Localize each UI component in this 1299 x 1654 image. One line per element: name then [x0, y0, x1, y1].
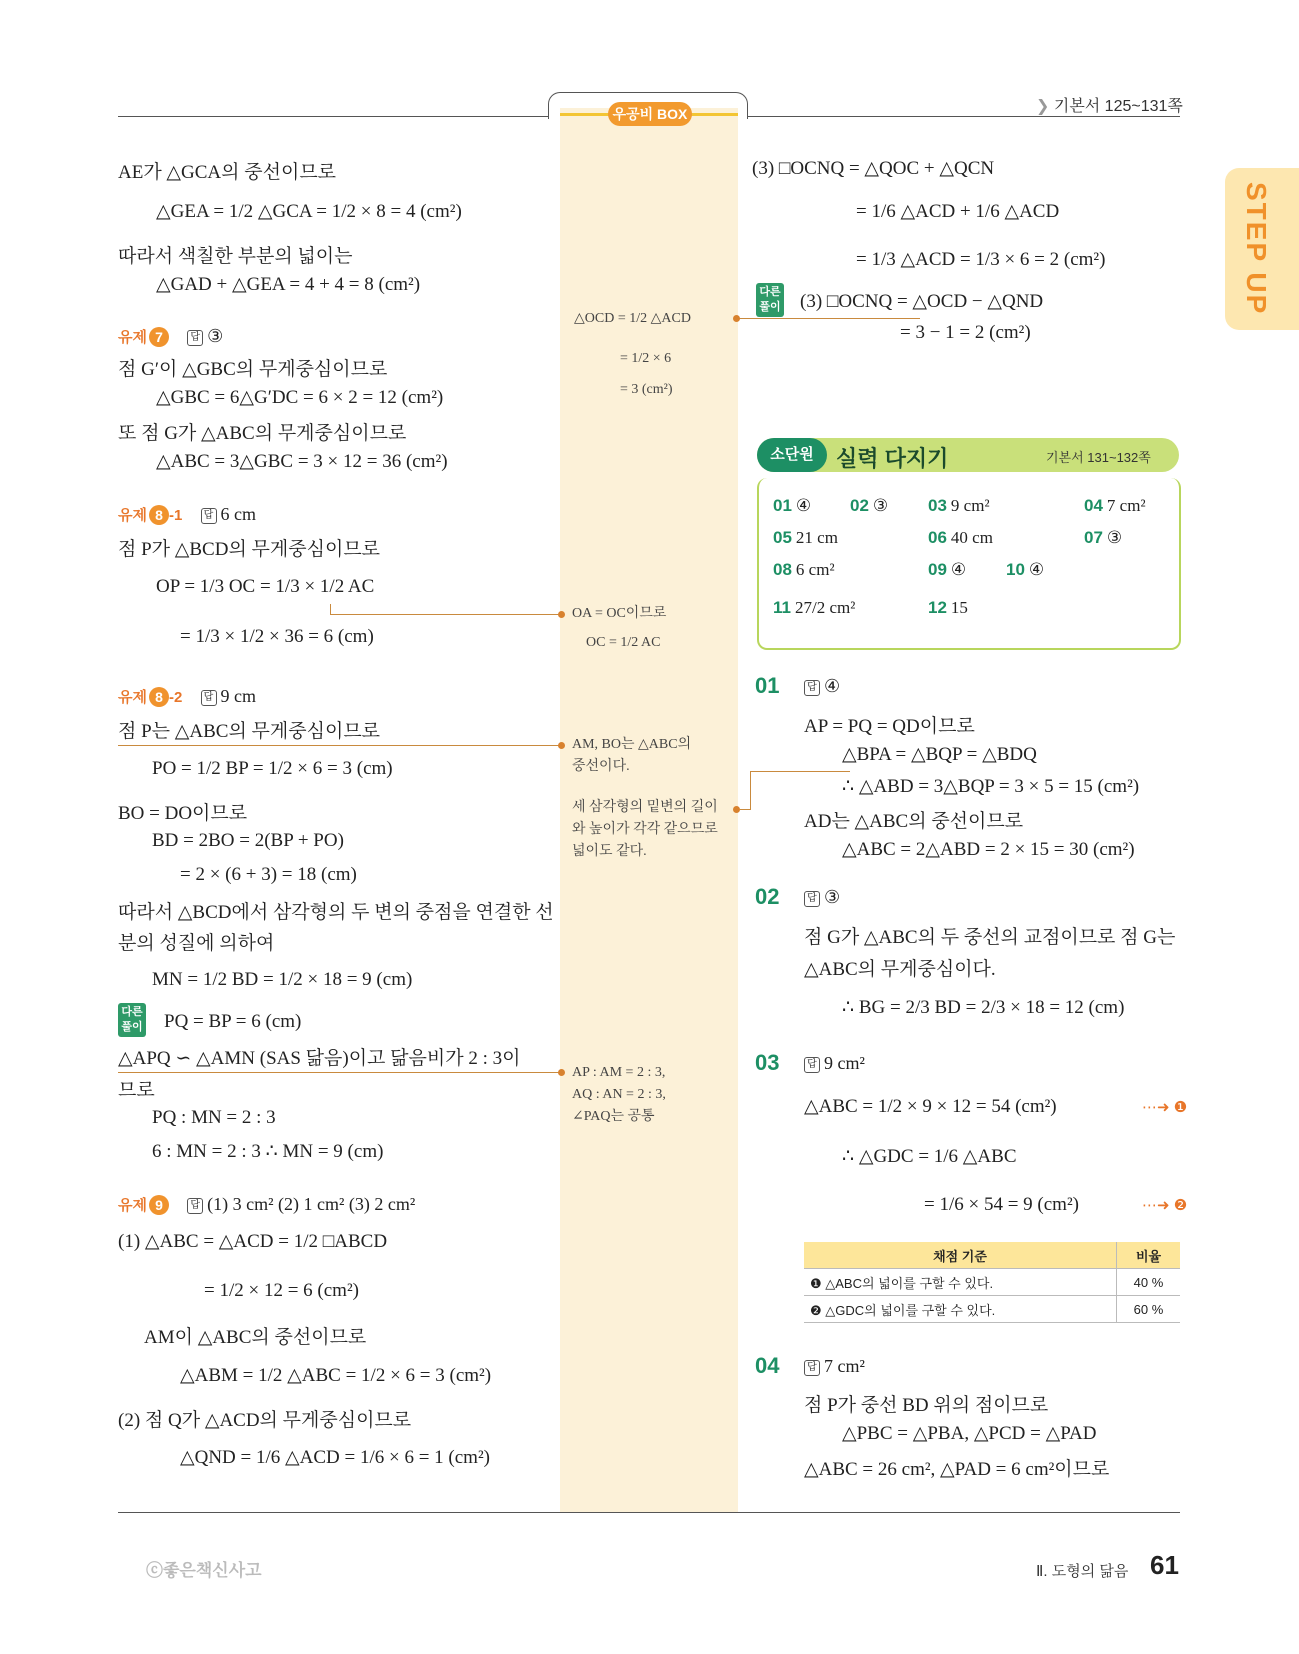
- problem-answer: [804, 676, 840, 697]
- problem-number: 02: [755, 884, 780, 909]
- answer-item: 05 21 cm: [773, 528, 838, 547]
- answer-item: 06 40 cm: [928, 528, 993, 547]
- connector-line: [330, 614, 562, 615]
- right-line: (3) □OCNQ = △QOC + △QCN: [752, 158, 995, 179]
- left-line: △ABC = 3△GBC = 3 × 12 = 36 (cm²): [156, 451, 448, 472]
- answer-icon: 답: [804, 680, 820, 696]
- connector-dot: [558, 742, 565, 749]
- left-line: 점 P가 △BCD의 무게중심이므로: [118, 539, 381, 560]
- note-line: OC = 1/2 AC: [586, 635, 661, 650]
- score-step-2: ⋯➜ ❷: [1142, 1197, 1188, 1214]
- answer-item: 08 6 cm²: [773, 560, 835, 579]
- label-ex7-text: 유제: [118, 329, 147, 346]
- connector-line: [750, 771, 850, 772]
- note-line: 세 삼각형의 밑변의 길이: [572, 800, 718, 815]
- answer-icon: 답: [187, 330, 203, 346]
- right-line: △PBC = △PBA, △PCD = △PAD: [842, 1423, 1097, 1444]
- label-ex9: [118, 1194, 415, 1215]
- note-line: AM, BO는 △ABC의: [572, 737, 692, 752]
- problem-answer-value: ③: [824, 887, 841, 907]
- left-line: 분의 성질에 의하여: [118, 933, 275, 954]
- connector-dot: [733, 806, 740, 813]
- header-ref-text: 기본서 125~131쪽: [1053, 98, 1183, 115]
- scoring-table: [804, 1242, 1180, 1323]
- box-label: 우공비 BOX: [608, 102, 692, 126]
- left-line: 점 G′이 △GBC의 무게중심이므로: [118, 359, 388, 380]
- answer-item: 09 ④: [928, 560, 967, 579]
- label-ex8-2-text: 유제: [118, 689, 147, 706]
- note-line: 넓이도 같다.: [572, 844, 647, 859]
- scoring-cell: 60 %: [1117, 1296, 1181, 1323]
- left-line: 점 P는 △ABC의 무게중심이므로: [118, 721, 381, 742]
- section-title: 실력 다지기: [836, 446, 949, 471]
- left-line: 또 점 G가 △ABC의 무게중심이므로: [118, 423, 407, 444]
- left-line: △ABM = 1/2 △ABC = 1/2 × 6 = 3 (cm²): [180, 1365, 492, 1386]
- right-line: 점 G가 △ABC의 두 중선의 교점이므로 점 G는: [804, 927, 1176, 948]
- right-line: = 1/6 △ACD + 1/6 △ACD: [856, 201, 1060, 222]
- left-line: △GEA = 1/2 △GCA = 1/2 × 8 = 4 (cm²): [156, 201, 462, 222]
- answer-icon: 답: [804, 1057, 820, 1073]
- answer-item: 10 ④: [1006, 560, 1045, 579]
- answer-icon: 답: [201, 690, 217, 706]
- connector-dot: [733, 315, 740, 322]
- chevron-right-icon: ❯: [1036, 98, 1050, 115]
- left-line: OP = 1/3 OC = 1/3 × 1/2 AC: [156, 576, 375, 597]
- label-ex7: [118, 326, 223, 347]
- note-line: ∠PAQ는 공통: [572, 1109, 655, 1124]
- right-line: △ABC의 무게중심이다.: [804, 959, 996, 980]
- left-line: BO = DO이므로: [118, 803, 248, 824]
- label-ex8-1-text: 유제: [118, 507, 147, 524]
- right-line: ∴ △GDC = 1/6 △ABC: [842, 1146, 1017, 1167]
- note-line: 중선이다.: [572, 759, 630, 774]
- left-line: (2) 점 Q가 △ACD의 무게중심이므로: [118, 1410, 412, 1431]
- right-line: ∴ △ABD = 3△BQP = 3 × 5 = 15 (cm²): [842, 776, 1140, 797]
- problem-number: 03: [755, 1050, 780, 1075]
- scoring-header: 비율: [1117, 1242, 1181, 1269]
- right-line: = 1/3 △ACD = 1/3 × 6 = 2 (cm²): [856, 249, 1106, 270]
- left-line: = 1/3 × 1/2 × 36 = 6 (cm): [180, 626, 374, 647]
- connector-line: [750, 771, 751, 810]
- answer-item: 07 ③: [1084, 528, 1123, 547]
- right-line: △ABC = 1/2 × 9 × 12 = 54 (cm²): [804, 1096, 1057, 1117]
- label-ex8-1-answer: 6 cm: [220, 504, 256, 524]
- label-ex7-num: 7: [149, 327, 169, 347]
- page-number: 61: [1150, 1550, 1179, 1580]
- note-line: = 1/2 × 6: [620, 351, 672, 366]
- score-step-1: ⋯➜ ❶: [1142, 1099, 1188, 1116]
- problem-number: 04: [755, 1353, 780, 1378]
- problem-answer-value: 9 cm²: [824, 1053, 865, 1073]
- right-line: = 3 − 1 = 2 (cm²): [900, 322, 1031, 343]
- left-line: 6 : MN = 2 : 3 ∴ MN = 9 (cm): [152, 1141, 384, 1162]
- problem-answer: [804, 1053, 865, 1074]
- left-line: 므로: [118, 1080, 155, 1101]
- note-line: OA = OC이므로: [572, 606, 667, 621]
- left-line: BD = 2BO = 2(BP + PO): [152, 830, 344, 851]
- publisher: ⓒ좋은책신사고: [146, 1561, 262, 1580]
- right-line: AD는 △ABC의 중선이므로: [804, 811, 1024, 832]
- left-line: PQ = BP = 6 (cm): [164, 1011, 302, 1032]
- right-line: △ABC = 26 cm², △PAD = 6 cm²이므로: [804, 1459, 1110, 1480]
- connector-line: [740, 809, 750, 810]
- note-line: AP : AM = 2 : 3,: [572, 1065, 666, 1080]
- label-ex8-1: [118, 504, 256, 525]
- answer-item: 03 9 cm²: [928, 496, 990, 515]
- right-line: (3) □OCNQ = △OCD − △QND: [800, 291, 1044, 312]
- left-line: 따라서 △BCD에서 삼각형의 두 변의 중점을 연결한 선: [118, 902, 554, 923]
- left-line: 따라서 색칠한 부분의 넓이는: [118, 246, 353, 267]
- label-ex9-num: 9: [149, 1195, 169, 1215]
- connector-line: [118, 745, 562, 746]
- connector-line: [118, 1072, 562, 1073]
- label-ex9-answer: (1) 3 cm² (2) 1 cm² (3) 2 cm²: [207, 1194, 416, 1214]
- note-line: = 3 (cm²): [620, 382, 673, 397]
- answer-item: 11 27/2 cm²: [773, 598, 856, 617]
- section-ref: 기본서 131~132쪽: [1046, 450, 1151, 465]
- answer-icon: 답: [187, 1198, 203, 1214]
- problem-answer-value: ④: [824, 676, 841, 696]
- answer-item: 12 15: [928, 598, 968, 617]
- right-line: ∴ BG = 2/3 BD = 2/3 × 18 = 12 (cm): [842, 997, 1125, 1018]
- scoring-cell: ❷ △GDC의 넓이를 구할 수 있다.: [804, 1296, 1117, 1323]
- left-line: PQ : MN = 2 : 3: [152, 1107, 276, 1128]
- answer-icon: 답: [804, 891, 820, 907]
- left-line: = 1/2 × 12 = 6 (cm²): [204, 1280, 359, 1301]
- chapter-title: Ⅱ. 도형의 닮음: [1036, 1563, 1129, 1580]
- footer-rule: [118, 1512, 1180, 1513]
- label-ex9-text: 유제: [118, 1197, 147, 1214]
- alt-solution-badge: 다른 풀이: [118, 1003, 146, 1037]
- step-up-label: STEP UP: [1241, 182, 1272, 316]
- connector-dot: [558, 1069, 565, 1076]
- connector-dot: [558, 611, 565, 618]
- label-ex8-1-sub: -1: [168, 507, 183, 524]
- left-line: AE가 △GCA의 중선이므로: [118, 162, 337, 183]
- right-line: 점 P가 중선 BD 위의 점이므로: [804, 1395, 1049, 1416]
- section-tag: 소단원: [757, 438, 827, 472]
- left-line: PO = 1/2 BP = 1/2 × 6 = 3 (cm): [152, 758, 393, 779]
- answer-icon: 답: [804, 1360, 820, 1376]
- left-line: △GBC = 6△G′DC = 6 × 2 = 12 (cm²): [156, 387, 444, 408]
- connector-line: [736, 318, 920, 319]
- left-line: △APQ ∽ △AMN (SAS 닮음)이고 닮음비가 2 : 3이: [118, 1048, 521, 1069]
- answer-icon: 답: [201, 508, 217, 524]
- note-line: 와 높이가 각각 같으므로: [572, 822, 718, 837]
- left-line: △QND = 1/6 △ACD = 1/6 × 6 = 1 (cm²): [180, 1447, 490, 1468]
- left-line: AM이 △ABC의 중선이므로: [144, 1327, 367, 1348]
- note-line: △OCD = 1/2 △ACD: [574, 311, 691, 326]
- problem-number: 01: [755, 673, 780, 698]
- header-ref: [1036, 93, 1183, 116]
- right-line: △BPA = △BQP = △BDQ: [842, 744, 1037, 765]
- left-line: (1) △ABC = △ACD = 1/2 □ABCD: [118, 1231, 388, 1252]
- right-line: △ABC = 2△ABD = 2 × 15 = 30 (cm²): [842, 839, 1135, 860]
- problem-answer: [804, 1356, 865, 1377]
- label-ex8-2: [118, 686, 256, 707]
- note-line: AQ : AN = 2 : 3,: [572, 1087, 666, 1102]
- label-ex8-1-num: 8: [149, 505, 169, 525]
- problem-answer-value: 7 cm²: [824, 1356, 865, 1376]
- scoring-header: 채점 기준: [804, 1242, 1117, 1269]
- left-line: MN = 1/2 BD = 1/2 × 18 = 9 (cm): [152, 969, 413, 990]
- answer-item: 02 ③: [850, 496, 889, 515]
- right-line: AP = PQ = QD이므로: [804, 716, 975, 737]
- answer-item: 01 ④: [773, 496, 812, 515]
- scoring-cell: 40 %: [1117, 1269, 1181, 1296]
- connector-line: [330, 604, 331, 614]
- label-ex8-2-answer: 9 cm: [220, 686, 256, 706]
- alt-solution-badge: 다른 풀이: [756, 283, 784, 317]
- label-ex7-answer: ③: [207, 326, 224, 346]
- answer-item: 04 7 cm²: [1084, 496, 1146, 515]
- left-line: △GAD + △GEA = 4 + 4 = 8 (cm²): [156, 274, 421, 295]
- left-line: = 2 × (6 + 3) = 18 (cm): [180, 864, 357, 885]
- scoring-cell: ❶ △ABC의 넓이를 구할 수 있다.: [804, 1269, 1117, 1296]
- right-line: = 1/6 × 54 = 9 (cm²): [924, 1194, 1079, 1215]
- label-ex8-2-num: 8: [149, 687, 169, 707]
- problem-answer: [804, 887, 840, 908]
- label-ex8-2-sub: -2: [168, 689, 183, 706]
